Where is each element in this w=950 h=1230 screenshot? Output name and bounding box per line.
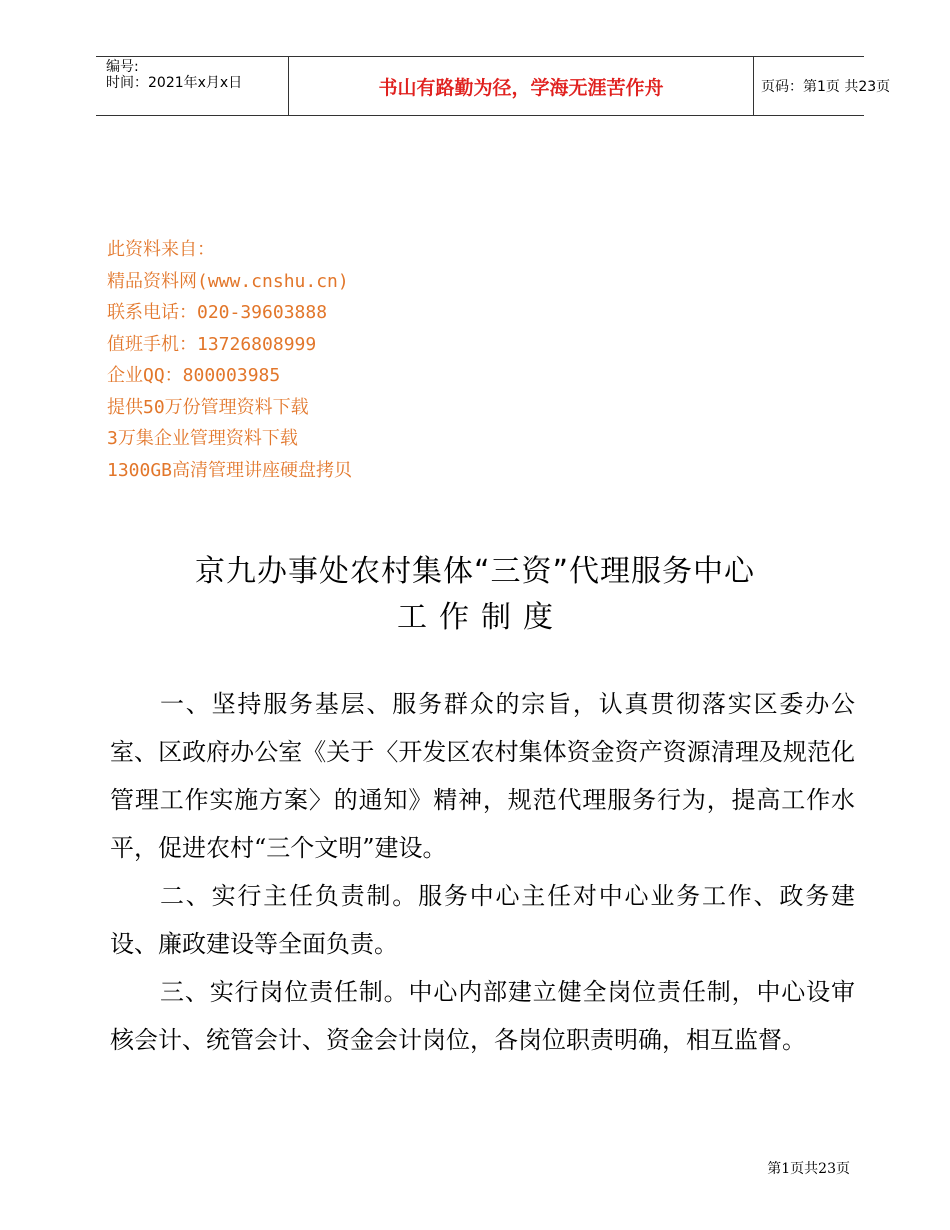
source-notice [107, 234, 352, 486]
source-notice-website[interactable]: 精品资料网(www.cnshu.cn) [107, 270, 349, 292]
header-page-code: 页码：第1页 共23页 [761, 79, 891, 95]
source-notice-line: 1300GB高清管理讲座硬盘拷贝 [107, 459, 353, 481]
page-footer: 第1页共23页 [767, 1161, 850, 1177]
header-motto: 书山有路勤为径，学海无涯苦作舟 [378, 76, 664, 99]
source-notice-qq: 企业QQ：800003985 [107, 365, 281, 386]
source-notice-mobile: 值班手机：13726808999 [107, 333, 317, 355]
document-number-label: 编号: [106, 59, 139, 75]
source-notice-phone: 联系电话：020-39603888 [107, 302, 328, 323]
header-page-cell [753, 57, 891, 115]
body-paragraph: 三、实行岗位责任制。中心内部建立健全岗位责任制，中心设审核会计、统管会计、资金会计岗位，各岗位职责明确，相互监督。 [110, 978, 855, 1054]
source-notice-line: 3万集企业管理资料下载 [107, 428, 298, 449]
body-paragraph: 一、坚持服务基层、服务群众的宗旨，认真贯彻落实区委办公室、区政府办公室《关于〈开发区农村集体资金资产资源清理及规范化管理工作实施方案〉的通知》精神，规范代理服务行为，提高工作水平，促进农村“三个文明”建设。 [110, 690, 855, 862]
document-date: 时间：2021年x月x日 [106, 75, 243, 91]
source-notice-line: 提供50万份管理资料下载 [107, 396, 309, 418]
body-paragraph: 二、实行主任负责制。服务中心主任对中心业务工作、政务建设、廉政建设等全面负责。 [110, 882, 855, 958]
header-meta [96, 57, 288, 115]
source-notice-line: 此资料来自： [107, 239, 215, 260]
header-motto-cell [288, 57, 754, 115]
document-body [110, 680, 855, 1064]
page-header [96, 56, 891, 116]
document-subtitle: 工作制度 [397, 600, 565, 635]
document-title: 京九办事处农村集体“三资”代理服务中心 [194, 554, 756, 589]
